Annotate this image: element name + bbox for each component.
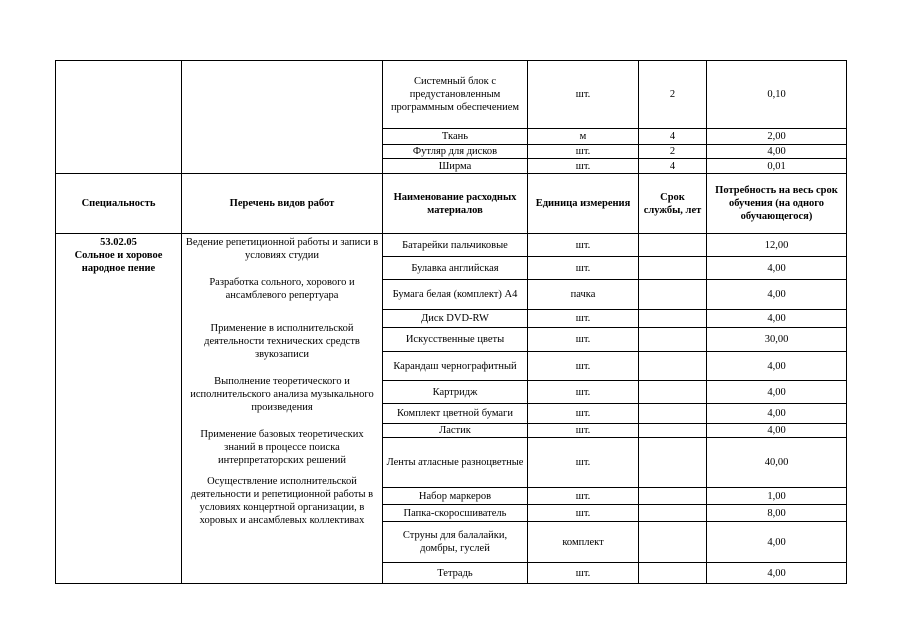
need: 1,00: [707, 488, 847, 505]
need: 4,00: [707, 522, 847, 563]
work-item: Выполнение теоретического и исполнительского анализа музыкального произведения: [190, 376, 374, 413]
unit: шт.: [528, 328, 639, 352]
material-name: Ширма: [383, 159, 528, 174]
service-life: [639, 234, 707, 257]
material-name: Диск DVD-RW: [383, 310, 528, 328]
header-life: Срок службы, лет: [639, 174, 707, 234]
need: 8,00: [707, 505, 847, 522]
material-name: Комплект цветной бумаги: [383, 404, 528, 424]
need: 0,10: [707, 61, 847, 129]
service-life: [639, 563, 707, 584]
specialty-name: Сольное и хоровое народное пение: [74, 250, 163, 274]
empty-works-cell: [182, 61, 383, 174]
material-name: Тетрадь: [383, 563, 528, 584]
need: 4,00: [707, 404, 847, 424]
unit: комплект: [528, 522, 639, 563]
materials-table: [55, 60, 847, 584]
table-row: [56, 61, 847, 129]
service-life: [639, 424, 707, 438]
empty-specialty-cell: [56, 61, 182, 174]
need: 30,00: [707, 328, 847, 352]
unit: м: [528, 129, 639, 145]
material-name: Ленты атласные разноцветные: [383, 438, 528, 488]
material-name: Набор маркеров: [383, 488, 528, 505]
service-life: 2: [639, 61, 707, 129]
material-name: Ластик: [383, 424, 528, 438]
service-life: [639, 257, 707, 280]
work-item: Разработка сольного, хорового и ансамблевого репертуара: [209, 277, 355, 301]
service-life: [639, 505, 707, 522]
service-life: 4: [639, 129, 707, 145]
header-specialty: Специальность: [56, 174, 182, 234]
material-name: Ткань: [383, 129, 528, 145]
service-life: [639, 488, 707, 505]
material-name: Батарейки пальчиковые: [383, 234, 528, 257]
header-need: Потребность на весь срок обучения (на одного обучающегося): [707, 174, 847, 234]
material-name: Карандаш чернографитный: [383, 352, 528, 381]
unit: шт.: [528, 145, 639, 159]
need: 12,00: [707, 234, 847, 257]
unit: шт.: [528, 505, 639, 522]
service-life: [639, 404, 707, 424]
service-life: 4: [639, 159, 707, 174]
need: 4,00: [707, 257, 847, 280]
work-item: Ведение репетиционной работы и записи в условиях студии: [185, 237, 379, 261]
material-name: Системный блок с предустановленным программным обеспечением: [383, 61, 528, 129]
material-name: Булавка английская: [383, 257, 528, 280]
need: 4,00: [707, 424, 847, 438]
service-life: [639, 522, 707, 563]
service-life: [639, 280, 707, 310]
unit: шт.: [528, 563, 639, 584]
material-name: Струны для балалайки, домбры, гуслей: [383, 522, 528, 563]
need: 4,00: [707, 145, 847, 159]
unit: шт.: [528, 159, 639, 174]
work-item: Применение базовых теоретических знаний в процессе поиска интерпретаторских решений: [200, 429, 364, 466]
service-life: [639, 310, 707, 328]
unit: шт.: [528, 310, 639, 328]
material-name: Картридж: [383, 381, 528, 404]
need: 4,00: [707, 381, 847, 404]
unit: шт.: [528, 381, 639, 404]
unit: шт.: [528, 61, 639, 129]
service-life: [639, 438, 707, 488]
service-life: 2: [639, 145, 707, 159]
table-header: [56, 174, 847, 234]
material-name: Футляр для дисков: [383, 145, 528, 159]
need: 0,01: [707, 159, 847, 174]
specialty-cell: [56, 234, 182, 584]
header-material: Наименование расходных материалов: [383, 174, 528, 234]
need: 4,00: [707, 563, 847, 584]
header-unit: Единица измерения: [528, 174, 639, 234]
unit: шт.: [528, 438, 639, 488]
specialty-code: 53.02.05: [100, 237, 137, 248]
material-name: Бумага белая (комплект) А4: [383, 280, 528, 310]
service-life: [639, 328, 707, 352]
unit: шт.: [528, 488, 639, 505]
unit: пачка: [528, 280, 639, 310]
work-item: Осуществление исполнительской деятельности и репетиционной работы в условиях концертной организации, в хоровых и ансамблевых коллективах: [190, 476, 374, 526]
need: 2,00: [707, 129, 847, 145]
table-row: [56, 234, 847, 257]
unit: шт.: [528, 404, 639, 424]
material-name: Искусственные цветы: [383, 328, 528, 352]
need: 4,00: [707, 352, 847, 381]
material-name: Папка-скоросшиватель: [383, 505, 528, 522]
works-cell: [182, 234, 383, 584]
work-item: Применение в исполнительской деятельности технических средств звукозаписи: [204, 323, 360, 360]
unit: шт.: [528, 424, 639, 438]
unit: шт.: [528, 234, 639, 257]
unit: шт.: [528, 257, 639, 280]
header-works: Перечень видов работ: [182, 174, 383, 234]
service-life: [639, 381, 707, 404]
service-life: [639, 352, 707, 381]
unit: шт.: [528, 352, 639, 381]
need: 40,00: [707, 438, 847, 488]
need: 4,00: [707, 280, 847, 310]
need: 4,00: [707, 310, 847, 328]
